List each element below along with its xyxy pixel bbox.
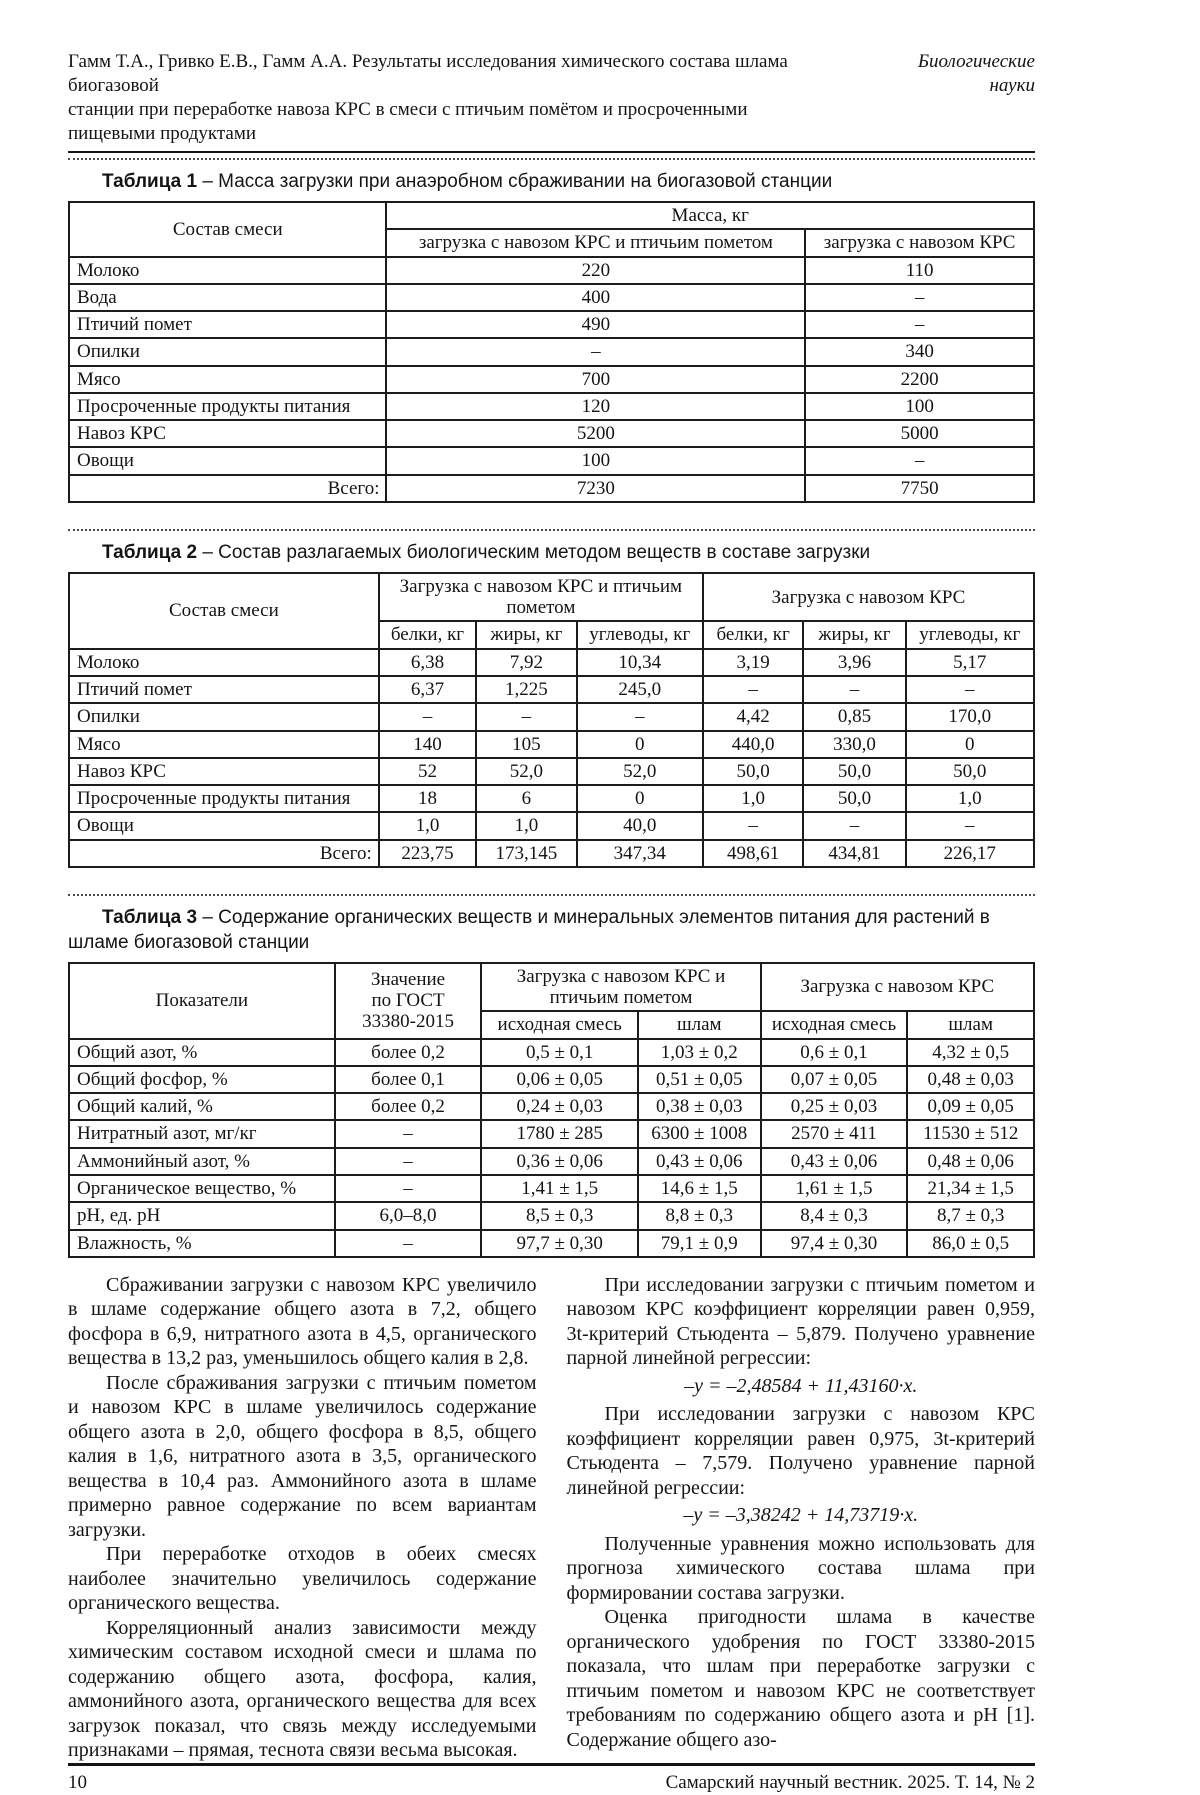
column-group-header-krs: Загрузка с навозом КРС [761,963,1034,1012]
data-cell: 1780 ± 285 [481,1120,637,1147]
data-cell: 0,25 ± 0,03 [761,1093,908,1120]
row-label-cell: pH, ед. pH [69,1202,335,1229]
paragraph: Сбраживании загрузки с навозом КРС увеличило в шламе содержание общего азота в 7,2, общего фосфора в 6,9, нитратного азота в 4,5, органического вещества в 13,2 раз, уменьшилось общего калия в 2,8. [68,1273,537,1370]
data-cell: более 0,1 [335,1066,482,1093]
data-cell: 2200 [805,366,1034,393]
regression-formula: –y = –3,38242 + 14,73719·x. [683,1504,919,1527]
data-cell: 1,0 [476,812,576,839]
dotted-separator [68,894,1035,896]
row-label-cell: Птичий помет [69,311,386,338]
data-cell: – [805,447,1034,474]
column-header: исходная смесь [481,1011,637,1038]
table-1-caption [68,169,1035,194]
data-cell: 0,48 ± 0,06 [907,1148,1034,1175]
column-header: шлам [638,1011,761,1038]
column-header: шлам [907,1011,1034,1038]
data-cell: 0 [577,731,703,758]
table-row [69,284,1034,311]
table-row [69,840,1034,867]
table-row [69,649,1034,676]
data-cell: – [906,676,1034,703]
data-cell: 223,75 [379,840,476,867]
dotted-separator [68,529,1035,531]
data-cell: – [805,311,1034,338]
table-row [69,1202,1034,1229]
table-row [69,338,1034,365]
data-cell: – [803,812,905,839]
row-label-cell: Навоз КРС [69,420,386,447]
data-cell: 0 [906,731,1034,758]
data-cell: 173,145 [476,840,576,867]
table-header-row [69,202,1034,229]
running-header [68,50,1035,153]
row-label-cell: Всего: [69,475,386,502]
table-row [69,1230,1034,1257]
table-row [69,1066,1034,1093]
body-text [68,1273,1035,1763]
data-cell: – [703,812,803,839]
data-cell: 0 [577,785,703,812]
data-cell: 10,34 [577,649,703,676]
table-row [69,311,1034,338]
column-header-line: по ГОСТ [371,990,445,1012]
table-2-caption-text: – Состав разлагаемых биологическим методом веществ в составе загрузки [202,541,871,563]
row-label-cell: Аммонийный азот, % [69,1148,335,1175]
table-row [69,812,1034,839]
table-header-row [69,573,1034,622]
data-cell: более 0,2 [335,1093,482,1120]
table-row [69,366,1034,393]
column-header: загрузка с навозом КРС [805,229,1034,256]
data-cell: 1,41 ± 1,5 [481,1175,637,1202]
table-2-body [69,649,1034,867]
data-cell: 0,07 ± 0,05 [761,1066,908,1093]
table-3-caption-text: – Содержание органических веществ и минеральных элементов питания для растений в шламе биогазовой станции [68,906,990,953]
data-cell: 7230 [386,475,805,502]
data-cell: 2570 ± 411 [761,1120,908,1147]
data-cell: 245,0 [577,676,703,703]
table-1-header [69,202,1034,257]
data-cell: 0,85 [803,703,905,730]
data-cell: 97,4 ± 0,30 [761,1230,908,1257]
data-cell: 490 [386,311,805,338]
data-cell: 7,92 [476,649,576,676]
data-cell: 0,6 ± 0,1 [761,1039,908,1066]
data-cell: 50,0 [803,758,905,785]
data-cell: 170,0 [906,703,1034,730]
paragraph: После сбраживания загрузки с птичьим пометом и навозом КРС в шламе увеличилось содержание общего азота в 2,0, общего фосфора в 8,5, общего калия в 1,6, нитратного азота в 3,5, органического вещества в 10,4 раз. Аммонийного азота в шламе примерно равное содержание по всем вариантам загрузки. [68,1371,537,1541]
table-3-header [69,963,1034,1039]
data-cell: 400 [386,284,805,311]
table-row [69,447,1034,474]
paragraph: Полученные уравнения можно использовать для прогноза химического состава шлама при формировании состава загрузки. [566,1532,1035,1604]
row-label-cell: Просроченные продукты питания [69,785,379,812]
data-cell: 6300 ± 1008 [638,1120,761,1147]
data-cell: 0,43 ± 0,06 [761,1148,908,1175]
column-header-gost-value [335,963,482,1039]
data-cell: 1,225 [476,676,576,703]
regression-formula: –y = –2,48584 + 11,43160·x. [684,1374,918,1397]
table-row [69,758,1034,785]
column-header: жиры, кг [803,621,905,648]
row-label-cell: Общий азот, % [69,1039,335,1066]
data-cell: 1,0 [703,785,803,812]
data-cell: 86,0 ± 0,5 [907,1230,1034,1257]
data-cell: 0,38 ± 0,03 [638,1093,761,1120]
data-cell: – [335,1148,482,1175]
column-group-header-mass: Масса, кг [386,202,1034,229]
page-number: 10 [68,1771,87,1793]
row-label-cell: Всего: [69,840,379,867]
data-cell: 0,36 ± 0,06 [481,1148,637,1175]
table-2-caption [68,540,1035,565]
paragraph: Корреляционный анализ зависимости между химическим составом исходной смеси и шлама по содержанию общего азота, фосфора, калия, аммонийного азота, органического вещества для всех загрузок показал, что связь между исследуемыми признаками – прямая, теснота связи весьма высокая. [68,1616,537,1762]
data-cell: – [335,1230,482,1257]
paragraph: При исследовании загрузки с навозом КРС коэффициент корреляции равен 0,975, 3t-критерий Стьюдента – 7,579. Получено уравнение парной линейной регрессии: [566,1403,1035,1499]
paragraph: При переработке отходов в обеих смесях наиболее значительно увеличилось содержание органического вещества. [68,1543,537,1615]
row-label-cell: Овощи [69,447,386,474]
table-row [69,1148,1034,1175]
data-cell: 120 [386,393,805,420]
column-group-header-krs-poultry: Загрузка с навозом КРС и птичьим пометом [379,573,703,622]
column-header-line: 33380-2015 [362,1011,454,1033]
data-cell: – [577,703,703,730]
row-label-cell: Овощи [69,812,379,839]
column-header: белки, кг [703,621,803,648]
data-cell: 1,61 ± 1,5 [761,1175,908,1202]
table-row [69,1039,1034,1066]
data-cell: 6,38 [379,649,476,676]
data-cell: 3,96 [803,649,905,676]
table-3-body [69,1039,1034,1257]
dotted-separator [68,158,1035,160]
row-label-cell: Нитратный азот, мг/кг [69,1120,335,1147]
row-label-cell: Опилки [69,338,386,365]
table-3-caption [68,905,1035,955]
column-header: жиры, кг [476,621,576,648]
journal-reference: Самарский научный вестник. 2025. Т. 14, № 2 [665,1771,1035,1793]
data-cell: 100 [805,393,1034,420]
data-cell: 434,81 [803,840,905,867]
data-cell: 18 [379,785,476,812]
data-cell: 0,09 ± 0,05 [907,1093,1034,1120]
data-cell: 5000 [805,420,1034,447]
data-cell: 0,43 ± 0,06 [638,1148,761,1175]
column-header-mix: Состав смеси [69,202,386,257]
data-cell: 50,0 [906,758,1034,785]
data-cell: более 0,2 [335,1039,482,1066]
data-cell: – [335,1175,482,1202]
data-cell: 8,7 ± 0,3 [907,1202,1034,1229]
table-row [69,257,1034,284]
right-text-column [567,1273,1036,1763]
data-cell: 4,42 [703,703,803,730]
table-row [69,420,1034,447]
table-1-body [69,257,1034,502]
data-cell: 40,0 [577,812,703,839]
data-cell: 140 [379,731,476,758]
section-name-line-2: науки [989,75,1035,96]
row-label-cell: Молоко [69,649,379,676]
left-text-column [68,1273,537,1763]
data-cell: 440,0 [703,731,803,758]
row-label-cell: Мясо [69,731,379,758]
row-label-cell: Навоз КРС [69,758,379,785]
data-cell: 0,48 ± 0,03 [907,1066,1034,1093]
row-label-cell: Органическое вещество, % [69,1175,335,1202]
data-cell: 1,03 ± 0,2 [638,1039,761,1066]
data-cell: 700 [386,366,805,393]
section-name [918,50,1035,98]
data-cell: – [335,1120,482,1147]
row-label-cell: Опилки [69,703,379,730]
table-row [69,475,1034,502]
data-cell: 347,34 [577,840,703,867]
paragraph: Оценка пригодности шлама в качестве органического удобрения по ГОСТ 33380-2015 показала, что шлам при переработке загрузки с птичьим пометом и навозом КРС не соответствует требованиям по содержанию общего азота и pH [1]. Содержание общего азо- [566,1606,1035,1751]
data-cell: 4,32 ± 0,5 [907,1039,1034,1066]
table-2-header [69,573,1034,649]
data-cell: 7750 [805,475,1034,502]
data-cell: 50,0 [803,785,905,812]
row-label-cell: Влажность, % [69,1230,335,1257]
data-cell: 340 [805,338,1034,365]
table-1-caption-label: Таблица 1 [102,171,198,192]
column-group-header-krs-poultry: Загрузка с навозом КРС и птичьим пометом [481,963,760,1012]
data-cell: – [703,676,803,703]
column-header-line: Значение [370,968,446,990]
data-cell: 21,34 ± 1,5 [907,1175,1034,1202]
section-name-line-1: Биологические [917,51,1035,72]
data-cell: 8,5 ± 0,3 [481,1202,637,1229]
table-2-caption-label: Таблица 2 [102,541,198,563]
column-header: исходная смесь [761,1011,908,1038]
table-row [69,731,1034,758]
data-cell: 6 [476,785,576,812]
data-cell: 6,37 [379,676,476,703]
table-1-load-mass [68,201,1035,503]
data-cell: 11530 ± 512 [907,1120,1034,1147]
data-cell: 14,6 ± 1,5 [638,1175,761,1202]
data-cell: 8,8 ± 0,3 [638,1202,761,1229]
data-cell: 498,61 [703,840,803,867]
data-cell: 6,0–8,0 [335,1202,482,1229]
row-label-cell: Просроченные продукты питания [69,393,386,420]
row-label-cell: Птичий помет [69,676,379,703]
table-header-row [69,963,1034,1012]
data-cell: 0,5 ± 0,1 [481,1039,637,1066]
running-title [68,50,826,146]
data-cell: 79,1 ± 0,9 [638,1230,761,1257]
data-cell: 3,19 [703,649,803,676]
data-cell: 8,4 ± 0,3 [761,1202,908,1229]
table-row [69,393,1034,420]
data-cell: 220 [386,257,805,284]
data-cell: 1,0 [379,812,476,839]
data-cell: 100 [386,447,805,474]
data-cell: 52,0 [476,758,576,785]
table-3-sludge-nutrients [68,962,1035,1258]
data-cell: 330,0 [803,731,905,758]
paragraph: При исследовании загрузки с птичьим пометом и навозом КРС коэффициент корреляции равен 0,959, 3t-критерий Стьюдента – 5,879. Получено уравнение парной линейной регрессии: [566,1273,1035,1370]
row-label-cell: Мясо [69,366,386,393]
data-cell: 105 [476,731,576,758]
data-cell: 0,06 ± 0,05 [481,1066,637,1093]
data-cell: 5,17 [906,649,1034,676]
data-cell: 97,7 ± 0,30 [481,1230,637,1257]
data-cell: 110 [805,257,1034,284]
data-cell: – [803,676,905,703]
column-header-mix: Состав смеси [69,573,379,649]
running-title-line-2: станции при переработке навоза КРС в смеси с птичьим помётом и просроченными пищевыми продуктами [68,99,748,144]
row-label-cell: Молоко [69,257,386,284]
table-row [69,785,1034,812]
running-title-line-1: Гамм Т.А., Гривко Е.В., Гамм А.А. Результаты исследования химического состава шлама биогазовой [68,51,788,96]
table-row [69,1093,1034,1120]
data-cell: 52,0 [577,758,703,785]
row-label-cell: Общий фосфор, % [69,1066,335,1093]
table-row [69,1120,1034,1147]
table-3-caption-label: Таблица 3 [102,906,198,928]
column-header: углеводы, кг [577,621,703,648]
data-cell: 50,0 [703,758,803,785]
table-row [69,676,1034,703]
row-label-cell: Вода [69,284,386,311]
page-footer [68,1766,1035,1795]
data-cell: – [476,703,576,730]
column-group-header-krs: Загрузка с навозом КРС [703,573,1034,622]
data-cell: – [379,703,476,730]
table-1-caption-text: – Масса загрузки при анаэробном сбраживании на биогазовой станции [202,171,833,192]
data-cell: 226,17 [906,840,1034,867]
data-cell: – [805,284,1034,311]
data-cell: 0,51 ± 0,05 [638,1066,761,1093]
data-cell: 52 [379,758,476,785]
column-header: загрузка с навозом КРС и птичьим пометом [386,229,805,256]
column-header: белки, кг [379,621,476,648]
table-row [69,703,1034,730]
row-label-cell: Общий калий, % [69,1093,335,1120]
column-header: углеводы, кг [906,621,1034,648]
data-cell: 5200 [386,420,805,447]
table-2-biodegradable-composition [68,572,1035,868]
data-cell: – [386,338,805,365]
data-cell: – [906,812,1034,839]
data-cell: 1,0 [906,785,1034,812]
column-header-indicators: Показатели [69,963,335,1039]
table-row [69,1175,1034,1202]
data-cell: 0,24 ± 0,03 [481,1093,637,1120]
